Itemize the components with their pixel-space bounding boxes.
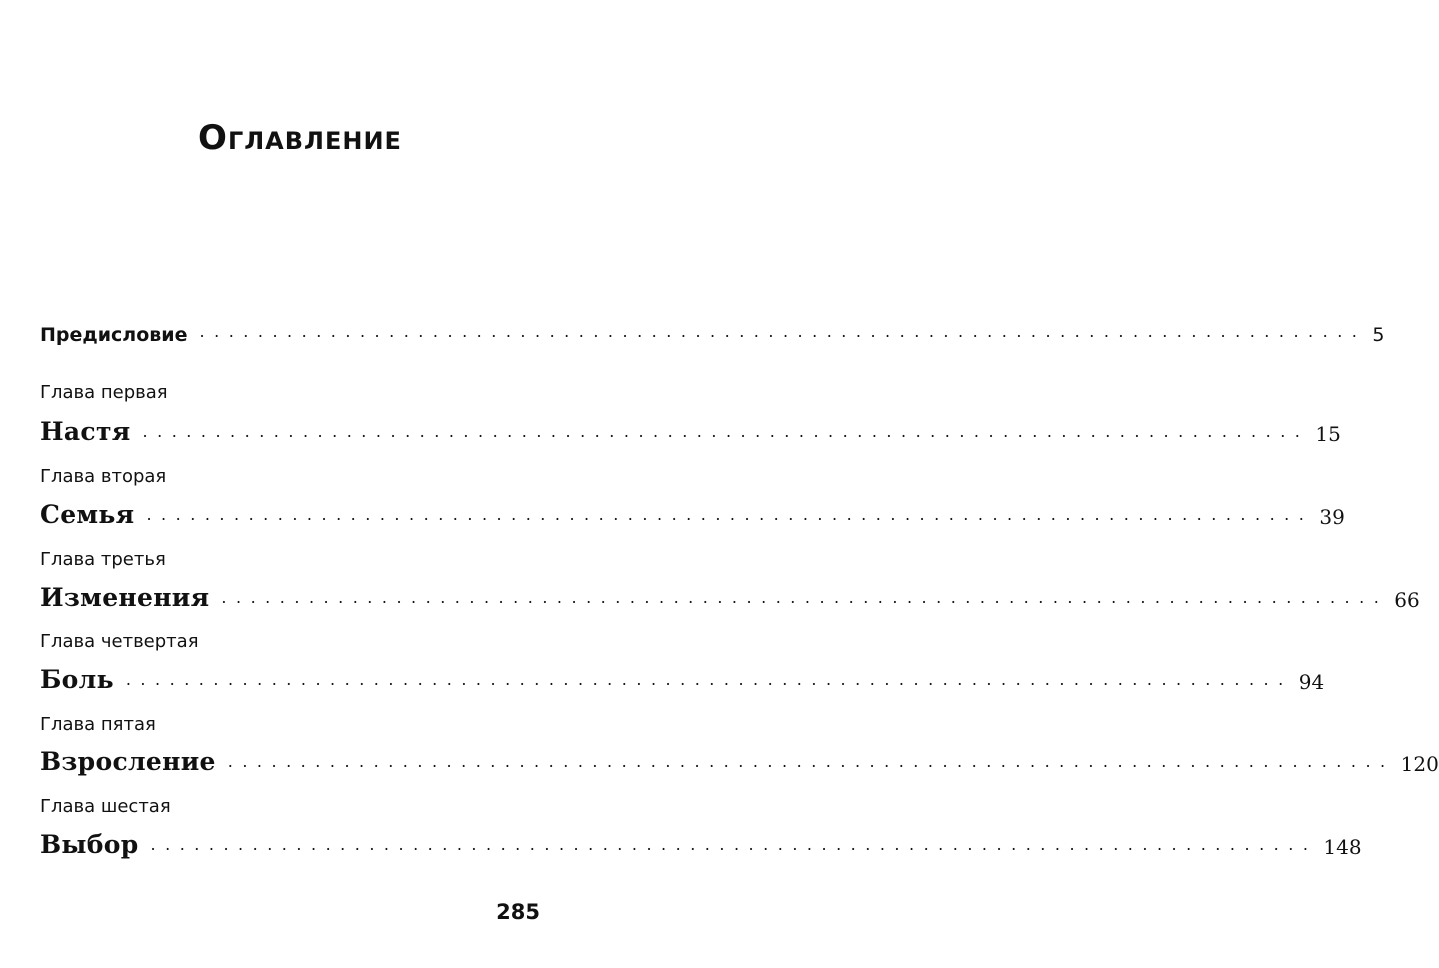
chapter-title: Изменения (40, 583, 210, 612)
dot-leader: ................................................................................ (221, 588, 1389, 607)
chapter-label: Глава первая (40, 382, 168, 403)
chapter-title: Семья (40, 500, 135, 529)
toc-entry-chapter (40, 495, 1345, 529)
toc-entry-chapter (40, 825, 1362, 859)
toc-entry-preface (40, 312, 1385, 346)
chapter-page-number: 120 (1400, 752, 1439, 776)
dot-leader: ................................................................................ (146, 505, 1314, 524)
chapter-label: Глава вторая (40, 466, 167, 487)
chapter-page-number: 148 (1323, 835, 1362, 859)
toc-entry-chapter (40, 660, 1325, 694)
dot-leader: ................................................................................ (199, 322, 1367, 341)
dot-leader: ................................................................................ (125, 670, 1293, 689)
page-number: 285 (496, 900, 540, 924)
toc-entry-chapter (40, 742, 1439, 776)
preface-title: Предисловие (40, 324, 188, 346)
chapter-page-number: 39 (1319, 505, 1345, 529)
chapter-label: Глава шестая (40, 796, 171, 817)
chapter-title: Взросление (40, 747, 216, 776)
chapter-title: Выбор (40, 830, 139, 859)
toc-heading: Оглавление (198, 118, 402, 158)
chapter-title: Боль (40, 665, 114, 694)
toc-entry-chapter (40, 412, 1341, 446)
chapter-label: Глава третья (40, 549, 166, 570)
chapter-page-number: 66 (1394, 588, 1420, 612)
chapter-title: Настя (40, 417, 131, 446)
chapter-page-number: 94 (1298, 670, 1325, 694)
chapter-label: Глава пятая (40, 714, 156, 735)
chapter-label: Глава четвертая (40, 631, 199, 652)
chapter-page-number: 15 (1315, 422, 1341, 446)
preface-page-number: 5 (1372, 324, 1385, 346)
toc-entry-chapter (40, 578, 1420, 612)
dot-leader: ................................................................................ (227, 752, 1395, 771)
dot-leader: ................................................................................ (150, 835, 1318, 854)
dot-leader: ................................................................................ (142, 422, 1310, 441)
